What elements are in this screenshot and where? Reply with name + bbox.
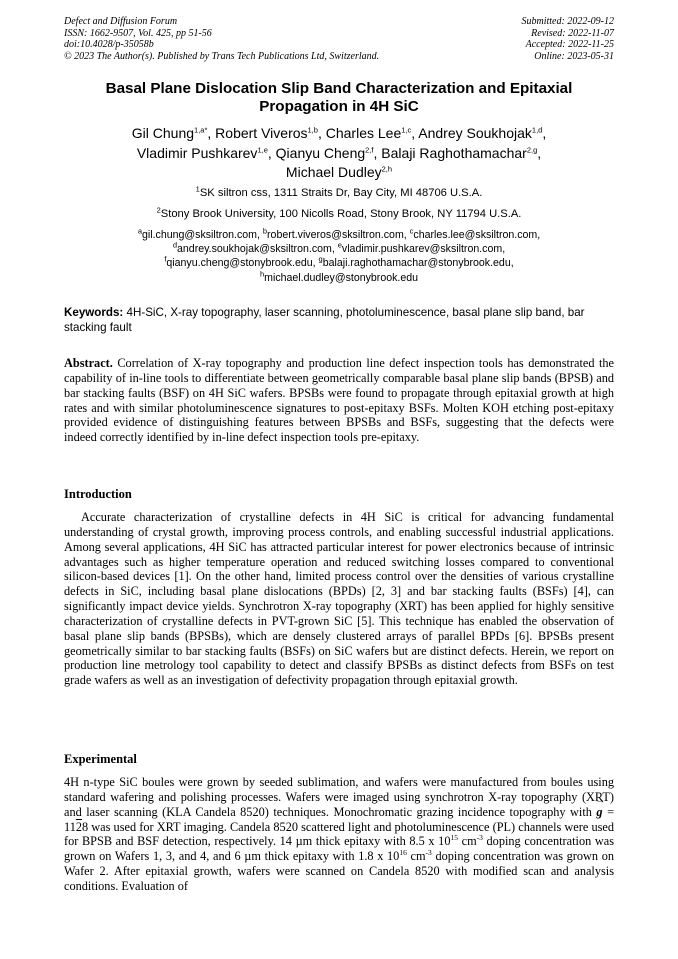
author: Charles Lee [325, 125, 402, 141]
author-sup: 1,d [531, 125, 543, 135]
keywords [64, 306, 614, 335]
author: Vladimir Pushkarev [136, 144, 258, 161]
experimental-paragraph [64, 775, 614, 894]
experimental-text: cm [410, 849, 426, 864]
author-sup: 2,g [526, 144, 538, 154]
author: Robert Viveros [215, 125, 308, 141]
exponent: -3 [476, 833, 483, 843]
email: robert.viveros@sksiltron.com [267, 229, 404, 241]
email: qianyu.cheng@stonybrook.edu [166, 257, 313, 270]
experimental-heading: Experimental [64, 752, 137, 766]
exponent: 15 [450, 833, 458, 843]
author: Gil Chung [131, 125, 195, 141]
experimental-text: doping concentration was grown on Wafer 2. After epitaxial growth, wafers were scanned on Candela 8520 with modified scan and analysis conditions. Evaluation of [64, 849, 615, 893]
email-sup: g [318, 254, 323, 264]
author-sup: 1,e [257, 144, 268, 154]
experimental-text: cm [461, 834, 477, 849]
journal-header [64, 16, 379, 62]
g-vector-eq: = 11 [64, 804, 614, 834]
affiliation-sup: 2 [156, 205, 161, 215]
email: michael.dudley@stonybrook.edu [264, 271, 419, 284]
author-list: Gil Chung$^{1,a*}$, Robert Viveros$^{1,b}$, Charles Lee$^{1,c}$, Andrey Soukhojak$^{1,d}$, Vladimir Pushkarev$^{1,e}$, Qianyu Cheng$^{2,f}$, Balaji Raghothamachar$^{2,g}$, Michael Dudley$^{2,h}$ [131, 125, 547, 180]
experimental-text: was used for XRT imaging. Candela 8520 scattered light and photoluminescence (PL) channels were used for BPSB and BSF detection, respectively. 14 µm thick epitaxy with 8.5 x 10 [64, 819, 614, 849]
journal-doi: doi:10.4028/p-35058b [64, 39, 154, 51]
abstract-text: Correlation of X-ray topography and production line defect inspection tools has demonstrated the capability of in-line tools to differentiate between geometrically comparable basal plane slip bands (BPSB) and bar stacking faults (BSF) on 4H SiC wafers. BPSBs were found to propagate through epitaxial growth at high rates and with similar photoluminescence signatures to post-epitaxy BSFs. Molten KOH etching post-epitaxy provided evidence of distinguishing features between BPSBs and BSFs, suggesting that the defects were indeed correctly identified by in-line defect inspection tools pre-epitaxy. [64, 356, 614, 445]
exponent: -3 [425, 848, 432, 858]
introduction-heading: Introduction [64, 487, 132, 501]
email-list: $^a$gil.chung@sksiltron.com, $^b$robert.viveros@sksiltron.com, $^c$charles.lee@sksiltron.com, $^d$andrey.soukhojak@sksiltron.com, $^e$vladimir.pushkarev@sksiltron.com, $^f$qianyu.cheng@stonybrook.edu, $^g$balaji.raghothamachar@stonybrook.edu, $^h$michael.dudley@stonybrook.edu [137, 226, 541, 284]
copyright-notice: © 2023 The Author(s). Published by Trans Tech Publications Ltd, Switzerland. [64, 50, 380, 62]
keywords-label: Keywords: [64, 306, 124, 319]
email-sup: e [337, 240, 342, 250]
author: Qianyu Cheng [275, 144, 366, 161]
journal-issn: ISSN: 1662-9507, Vol. 425, pp 51-56 [64, 27, 212, 39]
email-sup: h [259, 269, 265, 279]
affiliation-1 [64, 186, 614, 200]
author: Balaji Raghothamachar [381, 144, 527, 161]
author: Michael Dudley [285, 164, 382, 180]
email: charles.lee@sksiltron.com [413, 229, 538, 241]
affiliation-text: Stony Brook University, 100 Nicolls Road, Stony Brook, NY 11794 U.S.A. [160, 208, 522, 220]
email: balaji.raghothamachar@stonybrook.edu [322, 257, 511, 270]
author-sup: 2,h [381, 164, 393, 174]
email-sup: b [262, 226, 268, 236]
author: Andrey Soukhojak [418, 125, 532, 141]
author-sup: 1,a* [194, 125, 208, 135]
affiliation-text: SK siltron css, 1311 Straits Dr, Bay City, MI 48706 U.S.A. [199, 187, 483, 199]
author-sup: 1,c [401, 125, 412, 135]
introduction-paragraph: Accurate characterization of crystalline defects in 4H SiC is critical for advancing fundamental understanding of crystal growth, improving process controls, and enabling successful industrial applications. Among several applications, 4H SiC has attracted particular interest for power electronics because of intrinsic advantages such as higher temperature operation and reduced switching losses compared to conventional silicon-based devices [1]. On the other hand, limited process control over the densities of various crystalline defects in SiC, including basal plane dislocations (BPDs) [2, 3] and bar stacking faults (BSFs) [4], can significantly impact device yields. Synchrotron X-ray topography (XRT) has been applied for highly sensitive characterization of crystalline defects in PVT-grown SiC [5]. This technique has enabled the observation of basal plane slip bands (BPSBs), which are densely clustered arrays of parallel BPDs [6]. BPSBs present geometrically similar to bar stacking faults (BSFs) on SiC wafers but are distinct defects. Herein, we report on production line metrology tool capability to detect and classify BPSBs as distinct defects from BSFs on test grade wafers as well as an investigation of defectivity propagation through epitaxial growth. [64, 510, 614, 688]
keywords-text: 4H-SiC, X-ray topography, laser scanning, photoluminescence, basal plane slip band, bar stacking fault [64, 306, 585, 334]
g-vector-end: 8 [82, 819, 89, 834]
abstract-label: Abstract. [64, 356, 113, 370]
submitted-date: Submitted: 2022-09-12 [521, 16, 614, 27]
author-sup: 1,b [307, 125, 318, 135]
dates-header [522, 16, 615, 62]
g-vector-symbol: → g [596, 805, 602, 820]
affiliation-2 [64, 207, 614, 221]
email: gil.chung@sksiltron.com [141, 229, 257, 241]
affiliation-sup: 1 [195, 184, 200, 194]
accepted-date: Accepted: 2022-11-25 [525, 39, 614, 51]
email: andrey.soukhojak@sksiltron.com [177, 243, 332, 256]
email-sup: d [172, 240, 178, 250]
email-sup: c [409, 226, 414, 236]
author-sup: 2,f [365, 144, 374, 154]
experimental-text: doping concentration was grown on Wafers 1, 3, and 4, and 6 µm thick epitaxy with 1.8 x 10 [64, 834, 614, 864]
email-sup: f [164, 254, 167, 264]
g-vector-bar-digit: 2 [75, 819, 82, 834]
paper-title: Basal Plane Dislocation Slip Band Characterization and Epitaxial Propagation in 4H SiC [105, 80, 573, 115]
email-sup: a [137, 226, 142, 236]
revised-date: Revised: 2022-11-07 [531, 27, 614, 39]
abstract [64, 356, 614, 445]
email: vladimir.pushkarev@sksiltron.com [341, 243, 503, 256]
journal-name: Defect and Diffusion Forum [64, 16, 178, 27]
online-date: Online: 2023-05-31 [534, 50, 614, 62]
experimental-text: 4H n-type SiC boules were grown by seeded sublimation, and wafers were manufactured from boules using standard wafering and polishing processes. Wafers were imaged using synchrotron X-ray topography (XRT) and laser scanning (KLA Candela 8520) techniques. Monochromatic grazing incidence topography with [64, 775, 614, 819]
exponent: 16 [399, 848, 407, 858]
